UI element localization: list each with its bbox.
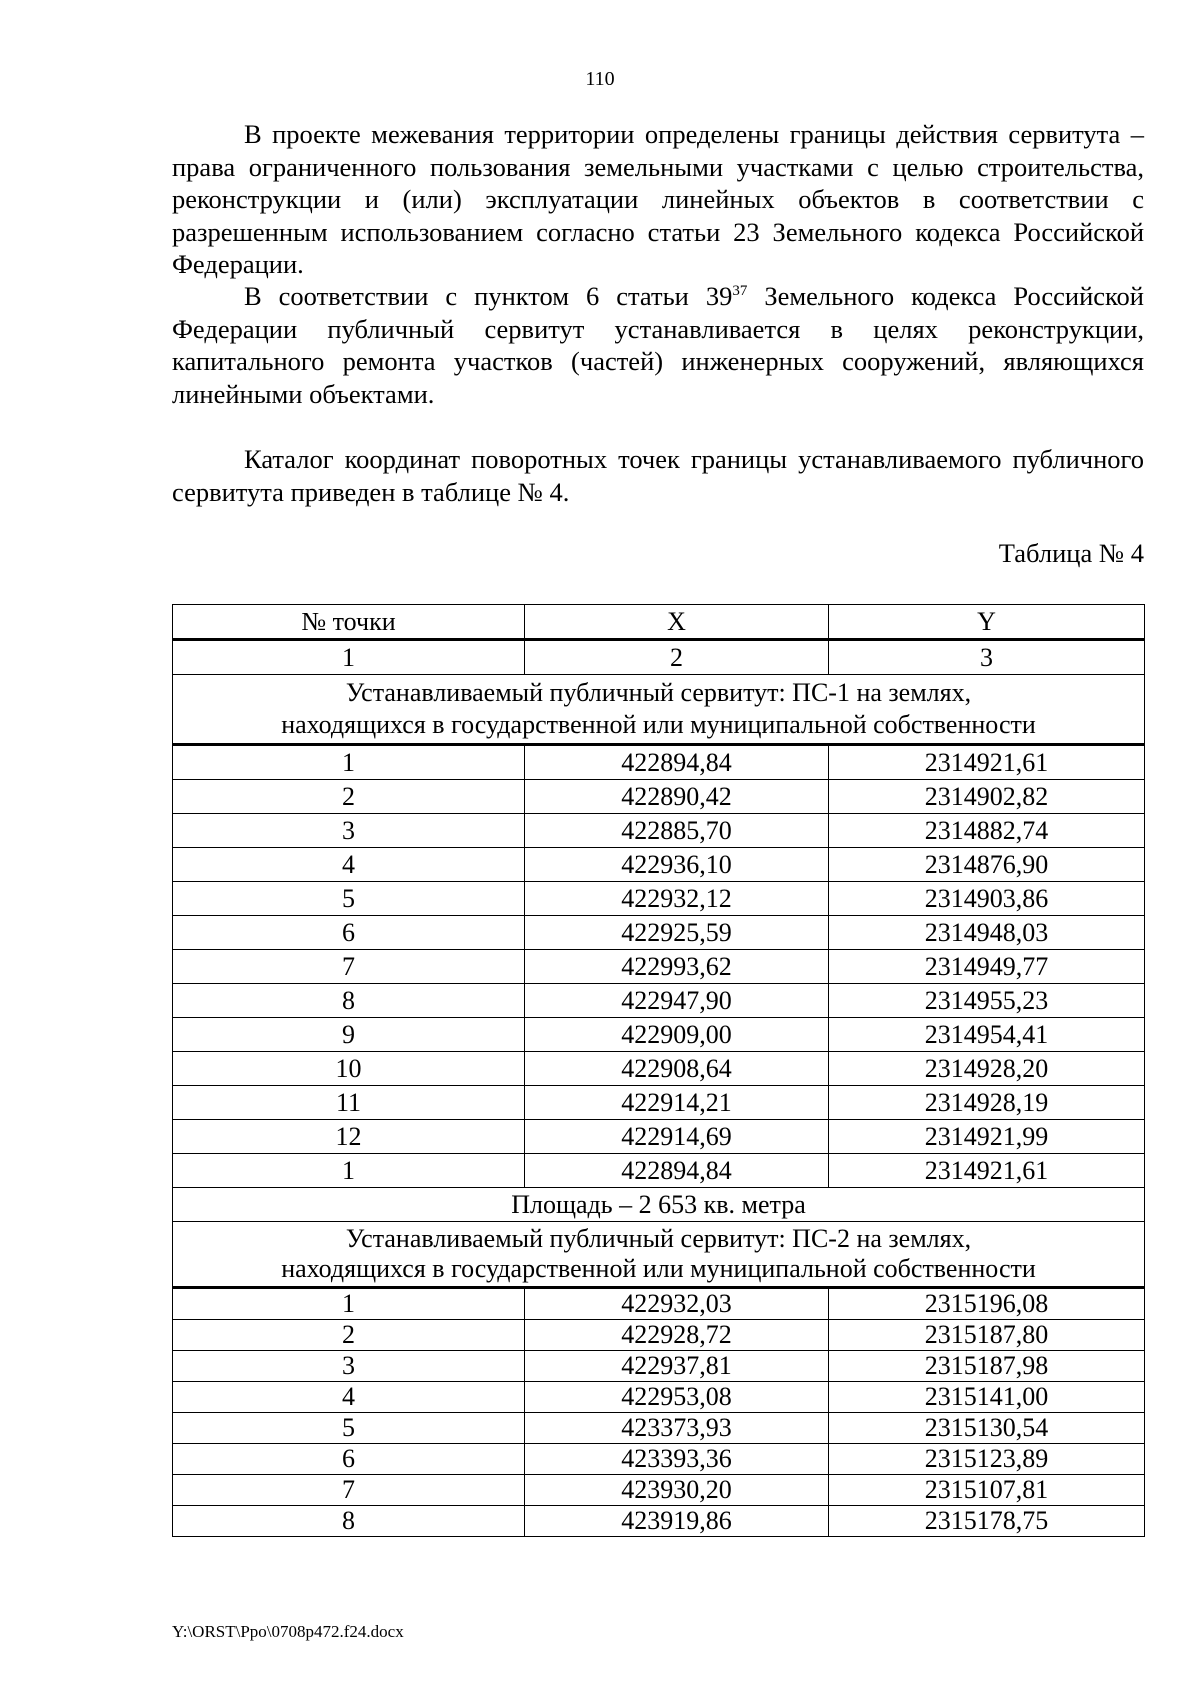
point-number-cell: 4 [173, 1382, 525, 1413]
point-number-cell: 6 [173, 916, 525, 950]
table-row [173, 1120, 1145, 1154]
table-row [173, 1086, 1145, 1120]
y-coordinate-cell: 2314948,03 [829, 916, 1145, 950]
point-number-cell: 1 [173, 1154, 525, 1188]
y-coordinate-cell: 2314921,61 [829, 745, 1145, 780]
y-coordinate-cell: 2315187,80 [829, 1320, 1145, 1351]
section-title-line: Устанавливаемый публичный сервитут: ПС-1 на землях, [345, 678, 972, 707]
column-number: 2 [525, 640, 829, 675]
point-number-cell: 8 [173, 1506, 525, 1537]
x-coordinate-cell: 423373,93 [525, 1413, 829, 1444]
coordinates-table-body [173, 605, 1145, 1537]
paragraph-servitude-definition [172, 118, 1144, 281]
paragraph-text: В проекте межевания территории определены границы действия сервитута – права ограниченного пользования земельными участками с целью строительства, реконструкции и (или) эксплуатации линейных объектов в соответствии с разрешенным использованием согласно статьи 23 Земельного кодекса Российской Федерации. [172, 119, 1144, 279]
y-coordinate-cell: 2315107,81 [829, 1475, 1145, 1506]
y-coordinate-cell: 2315130,54 [829, 1413, 1145, 1444]
point-number-cell: 9 [173, 1018, 525, 1052]
y-coordinate-cell: 2315196,08 [829, 1288, 1145, 1320]
table-row [173, 882, 1145, 916]
x-coordinate-cell: 422928,72 [525, 1320, 829, 1351]
x-coordinate-cell: 422890,42 [525, 780, 829, 814]
x-coordinate-cell: 422936,10 [525, 848, 829, 882]
section-title [173, 1222, 1145, 1288]
point-number-cell: 5 [173, 1413, 525, 1444]
x-coordinate-cell: 422885,70 [525, 814, 829, 848]
y-coordinate-cell: 2314955,23 [829, 984, 1145, 1018]
table-row [173, 780, 1145, 814]
paragraph-text: Каталог координат поворотных точек границы устанавливаемого публичного сервитута приведен в таблице № 4. [172, 444, 1144, 507]
y-coordinate-cell: 2314954,41 [829, 1018, 1145, 1052]
page-number: 110 [585, 68, 615, 90]
table-row [173, 1475, 1145, 1506]
footer-file-path: Y:\ORST\Ppo\0708p472.f24.docx [172, 1622, 404, 1641]
table-row [173, 1351, 1145, 1382]
x-coordinate-cell: 422947,90 [525, 984, 829, 1018]
point-number-cell: 4 [173, 848, 525, 882]
area-cell: Площадь – 2 653 кв. метра [173, 1188, 1145, 1222]
x-coordinate-cell: 422925,59 [525, 916, 829, 950]
table-row [173, 1444, 1145, 1475]
table-row [173, 1052, 1145, 1086]
column-number: 1 [173, 640, 525, 675]
section-title-line: Устанавливаемый публичный сервитут: ПС-2 на землях, [345, 1224, 972, 1253]
table-row [173, 848, 1145, 882]
table-row [173, 745, 1145, 780]
header-x: X [525, 605, 829, 640]
x-coordinate-cell: 422932,03 [525, 1288, 829, 1320]
x-coordinate-cell: 422932,12 [525, 882, 829, 916]
section-title-row [173, 1222, 1145, 1288]
point-number-cell: 12 [173, 1120, 525, 1154]
paragraph-text-end: Земельного кодекса Российской Федерации публичный сервитут устанавливается в целях реконструкции, капитального ремонта участков (частей) инженерных сооружений, являющихся линейными объектами. [172, 281, 1144, 409]
y-coordinate-cell: 2314882,74 [829, 814, 1145, 848]
table-row [173, 916, 1145, 950]
header-y: Y [829, 605, 1145, 640]
article-superscript: 37 [732, 283, 748, 299]
point-number-cell: 3 [173, 1351, 525, 1382]
x-coordinate-cell: 422953,08 [525, 1382, 829, 1413]
x-coordinate-cell: 422914,69 [525, 1120, 829, 1154]
section-title-line: находящихся в государственной или муниципальной собственности [281, 1254, 1036, 1283]
table-row [173, 814, 1145, 848]
table-row [173, 984, 1145, 1018]
table-row [173, 1018, 1145, 1052]
y-coordinate-cell: 2314902,82 [829, 780, 1145, 814]
table-row [173, 1413, 1145, 1444]
section-title [173, 675, 1145, 745]
y-coordinate-cell: 2315187,98 [829, 1351, 1145, 1382]
point-number-cell: 7 [173, 950, 525, 984]
y-coordinate-cell: 2315178,75 [829, 1506, 1145, 1537]
point-number-cell: 5 [173, 882, 525, 916]
point-number-cell: 7 [173, 1475, 525, 1506]
x-coordinate-cell: 422908,64 [525, 1052, 829, 1086]
point-number-cell: 6 [173, 1444, 525, 1475]
point-number-cell: 2 [173, 1320, 525, 1351]
column-number: 3 [829, 640, 1145, 675]
section-title-line: находящихся в государственной или муниципальной собственности [281, 710, 1036, 739]
section-title-row [173, 675, 1145, 745]
x-coordinate-cell: 422894,84 [525, 745, 829, 780]
header-point-number: № точки [173, 605, 525, 640]
y-coordinate-cell: 2315141,00 [829, 1382, 1145, 1413]
y-coordinate-cell: 2314928,20 [829, 1052, 1145, 1086]
coordinates-table [172, 604, 1145, 1537]
table-header-row [173, 605, 1145, 640]
x-coordinate-cell: 422894,84 [525, 1154, 829, 1188]
y-coordinate-cell: 2314903,86 [829, 882, 1145, 916]
y-coordinate-cell: 2314949,77 [829, 950, 1145, 984]
table-caption: Таблица № 4 [998, 538, 1144, 568]
paragraph-land-code-reference [172, 280, 1144, 410]
table-row [173, 1382, 1145, 1413]
paragraph-text-start: В соответствии с пунктом 6 статьи 39 [244, 281, 733, 311]
x-coordinate-cell: 422914,21 [525, 1086, 829, 1120]
table-row [173, 1154, 1145, 1188]
table-row [173, 950, 1145, 984]
x-coordinate-cell: 423930,20 [525, 1475, 829, 1506]
x-coordinate-cell: 422909,00 [525, 1018, 829, 1052]
paragraph-catalog-intro [172, 443, 1144, 508]
y-coordinate-cell: 2314876,90 [829, 848, 1145, 882]
table-row [173, 1288, 1145, 1320]
point-number-cell: 8 [173, 984, 525, 1018]
y-coordinate-cell: 2315123,89 [829, 1444, 1145, 1475]
x-coordinate-cell: 422993,62 [525, 950, 829, 984]
point-number-cell: 1 [173, 1288, 525, 1320]
point-number-cell: 11 [173, 1086, 525, 1120]
point-number-cell: 10 [173, 1052, 525, 1086]
y-coordinate-cell: 2314928,19 [829, 1086, 1145, 1120]
area-row [173, 1188, 1145, 1222]
x-coordinate-cell: 422937,81 [525, 1351, 829, 1382]
column-number-row [173, 640, 1145, 675]
x-coordinate-cell: 423919,86 [525, 1506, 829, 1537]
paragraph-text [172, 280, 1144, 410]
x-coordinate-cell: 423393,36 [525, 1444, 829, 1475]
table-row [173, 1506, 1145, 1537]
point-number-cell: 3 [173, 814, 525, 848]
table-row [173, 1320, 1145, 1351]
y-coordinate-cell: 2314921,61 [829, 1154, 1145, 1188]
point-number-cell: 2 [173, 780, 525, 814]
y-coordinate-cell: 2314921,99 [829, 1120, 1145, 1154]
point-number-cell: 1 [173, 745, 525, 780]
